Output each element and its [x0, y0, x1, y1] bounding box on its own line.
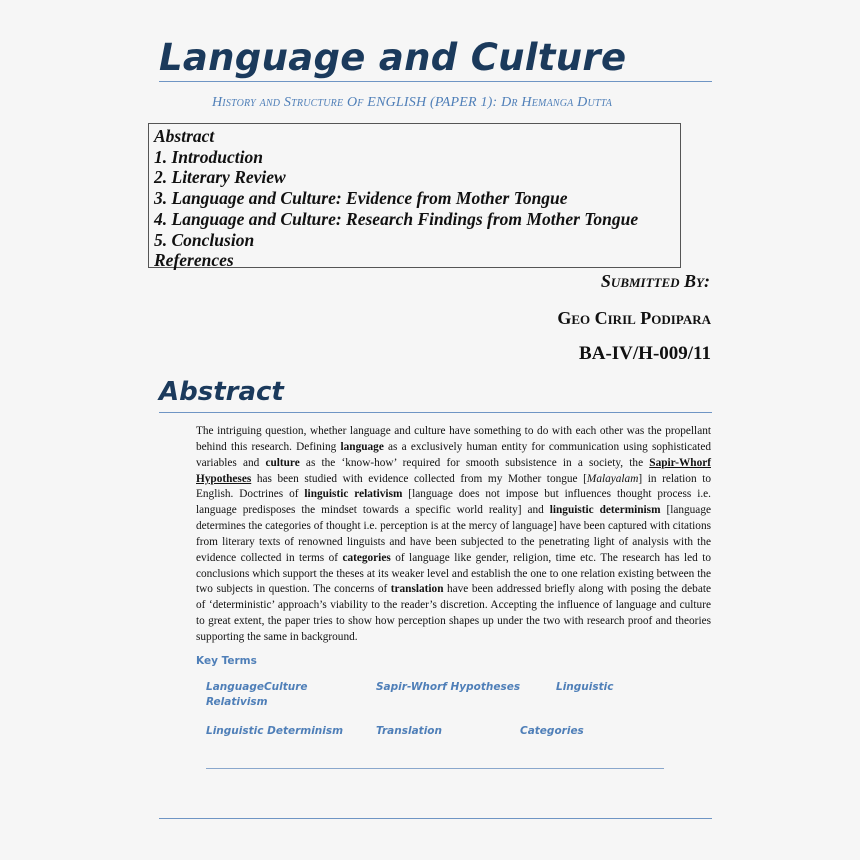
abstract-text: [language does not impose but influences thought process i.e. language predisposes the mindset towards a specific world reality] and	[196, 488, 711, 517]
toc-item-literary-review[interactable]: 2. Literary Review	[154, 167, 286, 188]
key-term-translation[interactable]: Translation	[376, 725, 442, 737]
term-linguistic-relativism: linguistic relativism	[304, 488, 403, 501]
table-of-contents	[148, 123, 681, 271]
term-malayalam: Malayalam	[586, 472, 639, 485]
term-culture: culture	[265, 456, 300, 469]
key-terms-rule	[206, 768, 664, 769]
key-term-linguistic-determinism[interactable]: Linguistic Determinism	[206, 725, 344, 737]
abstract-text: The intriguing question, whether language and culture have something to do with each other was the propellant behind this research. Defining	[196, 425, 711, 453]
roll-number: BA-IV/H-009/11	[579, 343, 711, 364]
toc-item-conclusion[interactable]: 5. Conclusion	[154, 229, 255, 250]
key-term-language-culture[interactable]: LanguageCulture	[206, 681, 308, 693]
abstract-text: as a exclusively human entity for communication using sophisticated variables and	[196, 440, 711, 469]
abstract-text: as the ‘know-how’ required for smooth subsistence in a society, the	[299, 456, 650, 469]
footer-rule	[159, 818, 712, 819]
title-rule	[159, 81, 712, 82]
document-title: Language and Culture	[159, 36, 627, 79]
toc-item-research-findings[interactable]: 4. Language and Culture: Research Findings from Mother Tongue	[154, 208, 639, 229]
toc-item-introduction[interactable]: 1. Introduction	[154, 146, 263, 167]
term-categories: categories	[342, 551, 391, 564]
author-name: Geo Ciril Podipara	[557, 308, 711, 328]
term-sapir-whorf[interactable]: Sapir-Whorf Hypotheses	[196, 456, 711, 485]
key-term-linguistic[interactable]: Linguistic	[556, 681, 614, 693]
key-term-relativism[interactable]: Relativism	[206, 696, 268, 708]
abstract-rule	[159, 412, 712, 413]
abstract-text: has been studied with evidence collected from my Mother tongue [	[251, 472, 587, 485]
term-linguistic-determinism: linguistic determinism	[549, 504, 661, 517]
abstract-paragraph	[196, 424, 711, 646]
toc-item-evidence[interactable]: 3. Language and Culture: Evidence from Mother Tongue	[154, 188, 568, 209]
document-subtitle: History and Structure Of ENGLISH (PAPER 1): Dr Hemanga Dutta	[212, 95, 613, 110]
abstract-text: have been addressed briefly along with posing the debate of ‘deterministic’ approach’s viability to the reader’s discretion. Accepting the influence of language and culture to great extent, the paper tries to show how perception shapes up under the two with research proof and theories supporting the same in background.	[196, 583, 712, 643]
submitted-by-label: Submitted By:	[600, 271, 710, 291]
abstract-heading: Abstract	[159, 377, 284, 407]
key-term-sapir-whorf[interactable]: Sapir-Whorf Hypotheses	[376, 681, 521, 693]
term-translation: translation	[390, 583, 444, 596]
abstract-text: ] in relation to English. Doctrines of	[196, 472, 711, 501]
abstract-text: [language determines the categories of thought i.e. perception is at the mercy of language] have been captured with citations from literary texts of renowned linguists and have been subjected to the penetrating light of analysis with the evidence collected in terms of	[196, 504, 711, 564]
key-term-categories[interactable]: Categories	[520, 725, 584, 737]
toc-item-abstract[interactable]: Abstract	[154, 126, 215, 146]
toc-item-references[interactable]: References	[154, 250, 234, 271]
key-terms-heading: Key Terms	[196, 655, 257, 667]
abstract-text: of language like gender, religion, time etc. The research has led to conclusions which support the theses at its weaker level and establish the one to one relation existing between the two subjects in question. The concerns of	[196, 551, 711, 596]
term-language: language	[340, 440, 384, 453]
